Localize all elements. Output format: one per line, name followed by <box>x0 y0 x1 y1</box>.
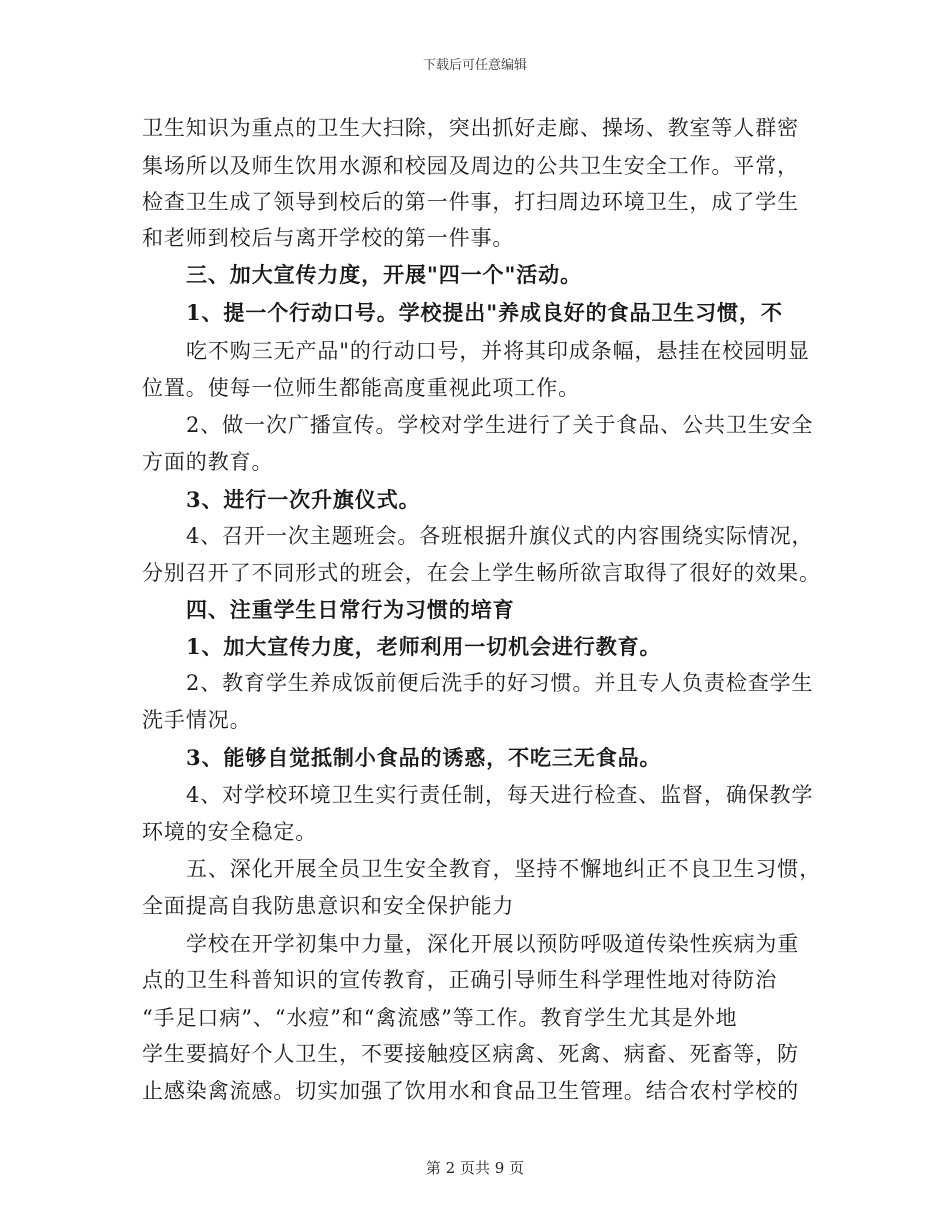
paragraph-line: 4、对学校环境卫生实行责任制，每天进行检查、监督，确保教学 <box>186 783 814 807</box>
paragraph-line: 和老师到校后与离开学校的第一件事。 <box>142 226 515 250</box>
paragraph-line: 卫生知识为重点的卫生大扫除，突出抓好走廊、操场、教室等人群密 <box>142 116 799 140</box>
paragraph-line: 集场所以及师生饮用水源和校园及周边的公共卫生安全工作。平常， <box>142 154 799 178</box>
section-heading: 五、深化开展全员卫生安全教育，坚持不懈地纠正不良卫生习惯， <box>186 857 822 881</box>
subheading: 1、提一个行动口号。学校提出"养成良好的食品卫生习惯，不 <box>186 300 783 325</box>
paragraph-line: 2、做一次广播宣传。学校对学生进行了关于食品、公共卫生安全 <box>186 413 814 437</box>
section-heading: 四、注重学生日常行为习惯的培育 <box>186 597 515 622</box>
subheading: 3、进行一次升旗仪式。 <box>186 487 421 512</box>
paragraph-line: 学校在开学初集中力量，深化开展以预防呼吸道传染性疾病为重 <box>186 932 800 956</box>
paragraph-line: 止感染禽流感。切实加强了饮用水和食品卫生管理。结合农村学校的 <box>142 1079 799 1103</box>
paragraph-line: 全面提高自我防患意识和安全保护能力 <box>142 894 515 918</box>
paragraph-line: 分别召开了不同形式的班会，在会上学生畅所欲言取得了很好的效果。 <box>142 561 821 585</box>
paragraph-line: 环境的安全稳定。 <box>142 820 318 844</box>
paragraph-line: 2、教育学生养成饭前便后洗手的好习惯。并且专人负责检查学生 <box>186 671 814 695</box>
paragraph-line: 检查卫生成了领导到校后的第一件事，打扫周边环境卫生，成了学生 <box>142 190 799 214</box>
paragraph-line: 吃不购三无产品"的行动口号，并将其印成条幅，悬挂在校园明显 <box>186 339 810 363</box>
page-number: 第 2 页共 9 页 <box>425 1159 525 1177</box>
paragraph-line: “手足口病”、“水痘”和“禽流感”等工作。教育学生尤其是外地 <box>142 1006 738 1030</box>
subheading: 1、加大宣传力度，老师利用一切机会进行教育。 <box>186 634 662 659</box>
subheading: 3、能够自觉抵制小食品的诱惑，不吃三无食品。 <box>186 745 662 770</box>
page-header: 下载后可任意编辑 <box>422 58 527 73</box>
paragraph-line: 方面的教育。 <box>142 450 274 474</box>
section-heading: 三、加大宣传力度，开展"四一个"活动。 <box>186 262 582 287</box>
paragraph-line: 点的卫生科普知识的宣传教育，正确引导师生科学理性地对待防治 <box>142 968 778 992</box>
paragraph-line: 学生要搞好个人卫生，不要接触疫区病禽、死禽、病畜、死畜等，防 <box>142 1042 799 1066</box>
paragraph-line: 4、召开一次主题班会。各班根据升旗仪式的内容围绕实际情况， <box>186 524 814 548</box>
paragraph-line: 位置。使每一位师生都能高度重视此项工作。 <box>142 376 580 400</box>
paragraph-line: 洗手情况。 <box>142 708 252 732</box>
